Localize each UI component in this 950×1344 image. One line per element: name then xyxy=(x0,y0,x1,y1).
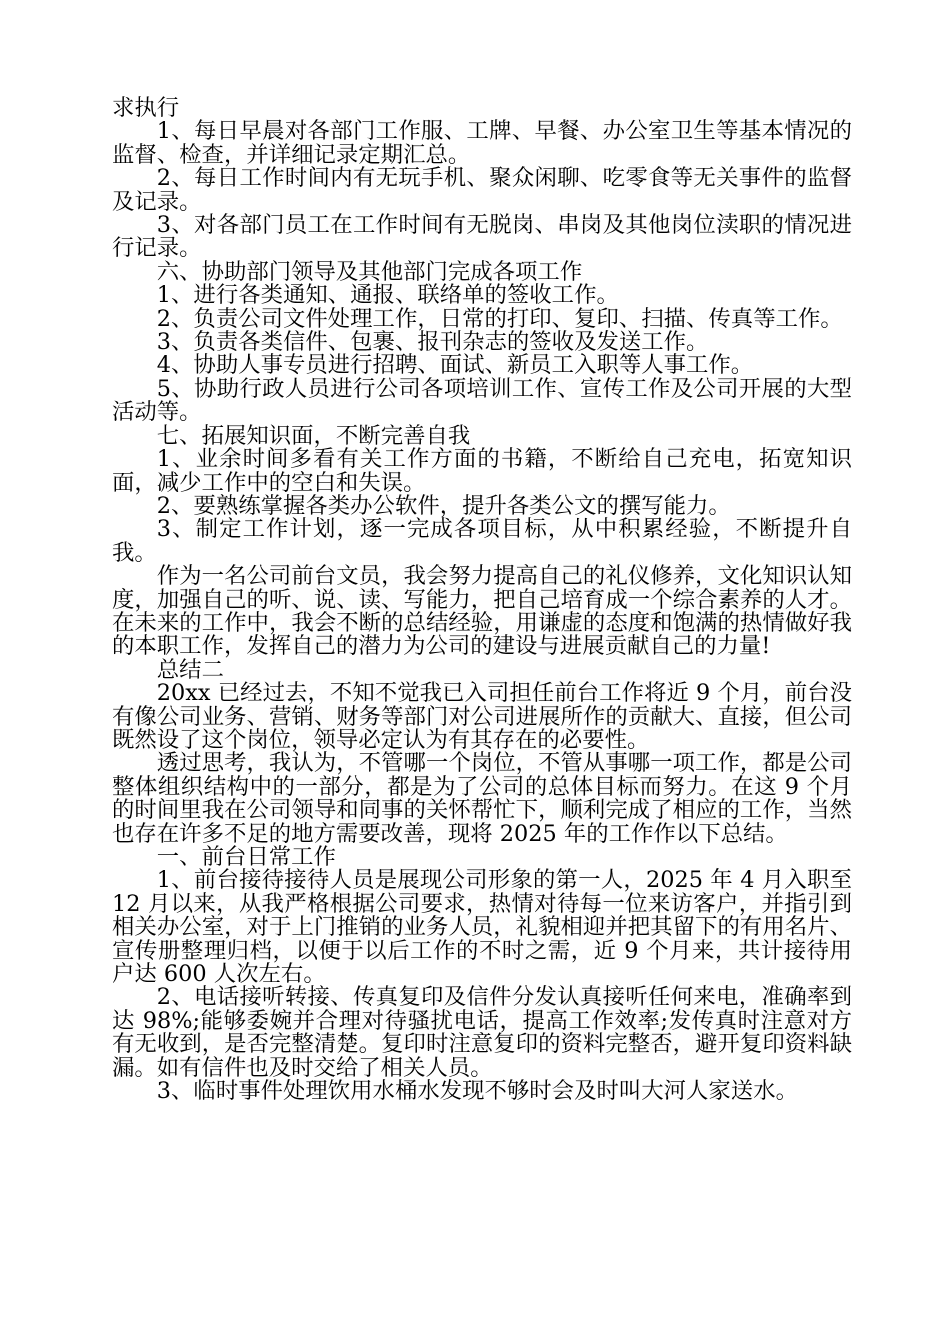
paragraph: 4、协助人事专员进行招聘、面试、新员工入职等人事工作。 xyxy=(156,352,754,379)
section-heading: 总结二 xyxy=(156,656,224,683)
paragraph: 3、制定工作计划，逐一完成各项目标，从中积累经验，不断提升自我。 xyxy=(112,516,852,566)
paragraph: 作为一名公司前台文员，我会努力提高自己的礼仪修养，文化知识认知度，加强自己的听、说、读、写能力，把自己培育成一个综合素养的人才。在未来的工作中，我会不断的总结经验，用谦虚的态度和饱满的热情做好我的本职工作，发挥自己的潜力为公司的建设与进展贡献自己的力量! xyxy=(112,563,852,660)
paragraph: 2、要熟练掌握各类办公软件，提升各类公文的撰写能力。 xyxy=(156,492,731,519)
section-heading: 六、协助部门领导及其他部门完成各项工作 xyxy=(156,258,583,285)
section-heading: 七、拓展知识面，不断完善自我 xyxy=(156,422,471,449)
paragraph: 3、负责各类信件、包裹、报刊杂志的签收及发送工作。 xyxy=(156,329,709,356)
paragraph: 3、临时事件处理饮用水桶水发现不够时会及时叫大河人家送水。 xyxy=(156,1078,798,1105)
paragraph: 1、进行各类通知、通报、联络单的签收工作。 xyxy=(156,282,619,309)
paragraph: 20xx 已经过去，不知不觉我已入司担任前台工作将近 9 个月，前台没有像公司业务、营销、财务等部门对公司进展所作的贡献大、直接，但公司既然设了这个岗位，领导必定认为有其存在的必要性。 xyxy=(112,680,852,753)
paragraph: 2、负责公司文件处理工作，日常的打印、复印、扫描、传真等工作。 xyxy=(156,305,843,332)
paragraph: 2、电话接听转接、传真复印及信件分发认真接听任何来电，准确率到达 98%;能够委婉并合理对待骚扰电话，提高工作效率;发传真时注意对方有无收到，是否完整清楚。复印时注意复印的资料完整否，避开复印资料缺漏。如有信件也及时交给了相关人员。 xyxy=(112,984,852,1081)
paragraph: 1、前台接待接待人员是展现公司形象的第一人，2025 年 4 月入职至 12 月以来，从我严格根据公司要求，热情对待每一位来访客户，并指引到相关办公室，对于上门推销的业务人员，礼貌相迎并把其留下的有用名片、宣传册整理归档，以便于以后工作的不时之需，近 9 个月来，共计接待用户达 600 人次左右。 xyxy=(112,867,852,988)
paragraph: 1、每日早晨对各部门工作服、工牌、早餐、办公室卫生等基本情况的监督、检查，并详细记录定期汇总。 xyxy=(112,118,852,168)
section-heading: 一、前台日常工作 xyxy=(156,844,336,870)
paragraph: 2、每日工作时间内有无玩手机、聚众闲聊、吃零食等无关事件的监督及记录。 xyxy=(112,165,852,215)
paragraph: 1、业余时间多看有关工作方面的书籍，不断给自己充电，拓宽知识面，减少工作中的空白和失误。 xyxy=(112,446,852,496)
document-body xyxy=(112,97,852,1103)
paragraph: 5、协助行政人员进行公司各项培训工作、宣传工作及公司开展的大型活动等。 xyxy=(112,375,852,426)
paragraph-continuation: 求执行 xyxy=(112,95,180,121)
paragraph: 3、对各部门员工在工作时间有无脱岗、串岗及其他岗位渎职的情况进行记录。 xyxy=(112,212,852,262)
paragraph: 透过思考，我认为，不管哪一个岗位，不管从事哪一项工作，都是公司整体组织结构中的一部分，都是为了公司的总体目标而努力。在这 9 个月的时间里我在公司领导和同事的关怀帮忙下，顺利完成了相应的工作，当然也存在许多不足的地方需要改善，现将 2025 年的工作作以下总结。 xyxy=(112,750,852,847)
